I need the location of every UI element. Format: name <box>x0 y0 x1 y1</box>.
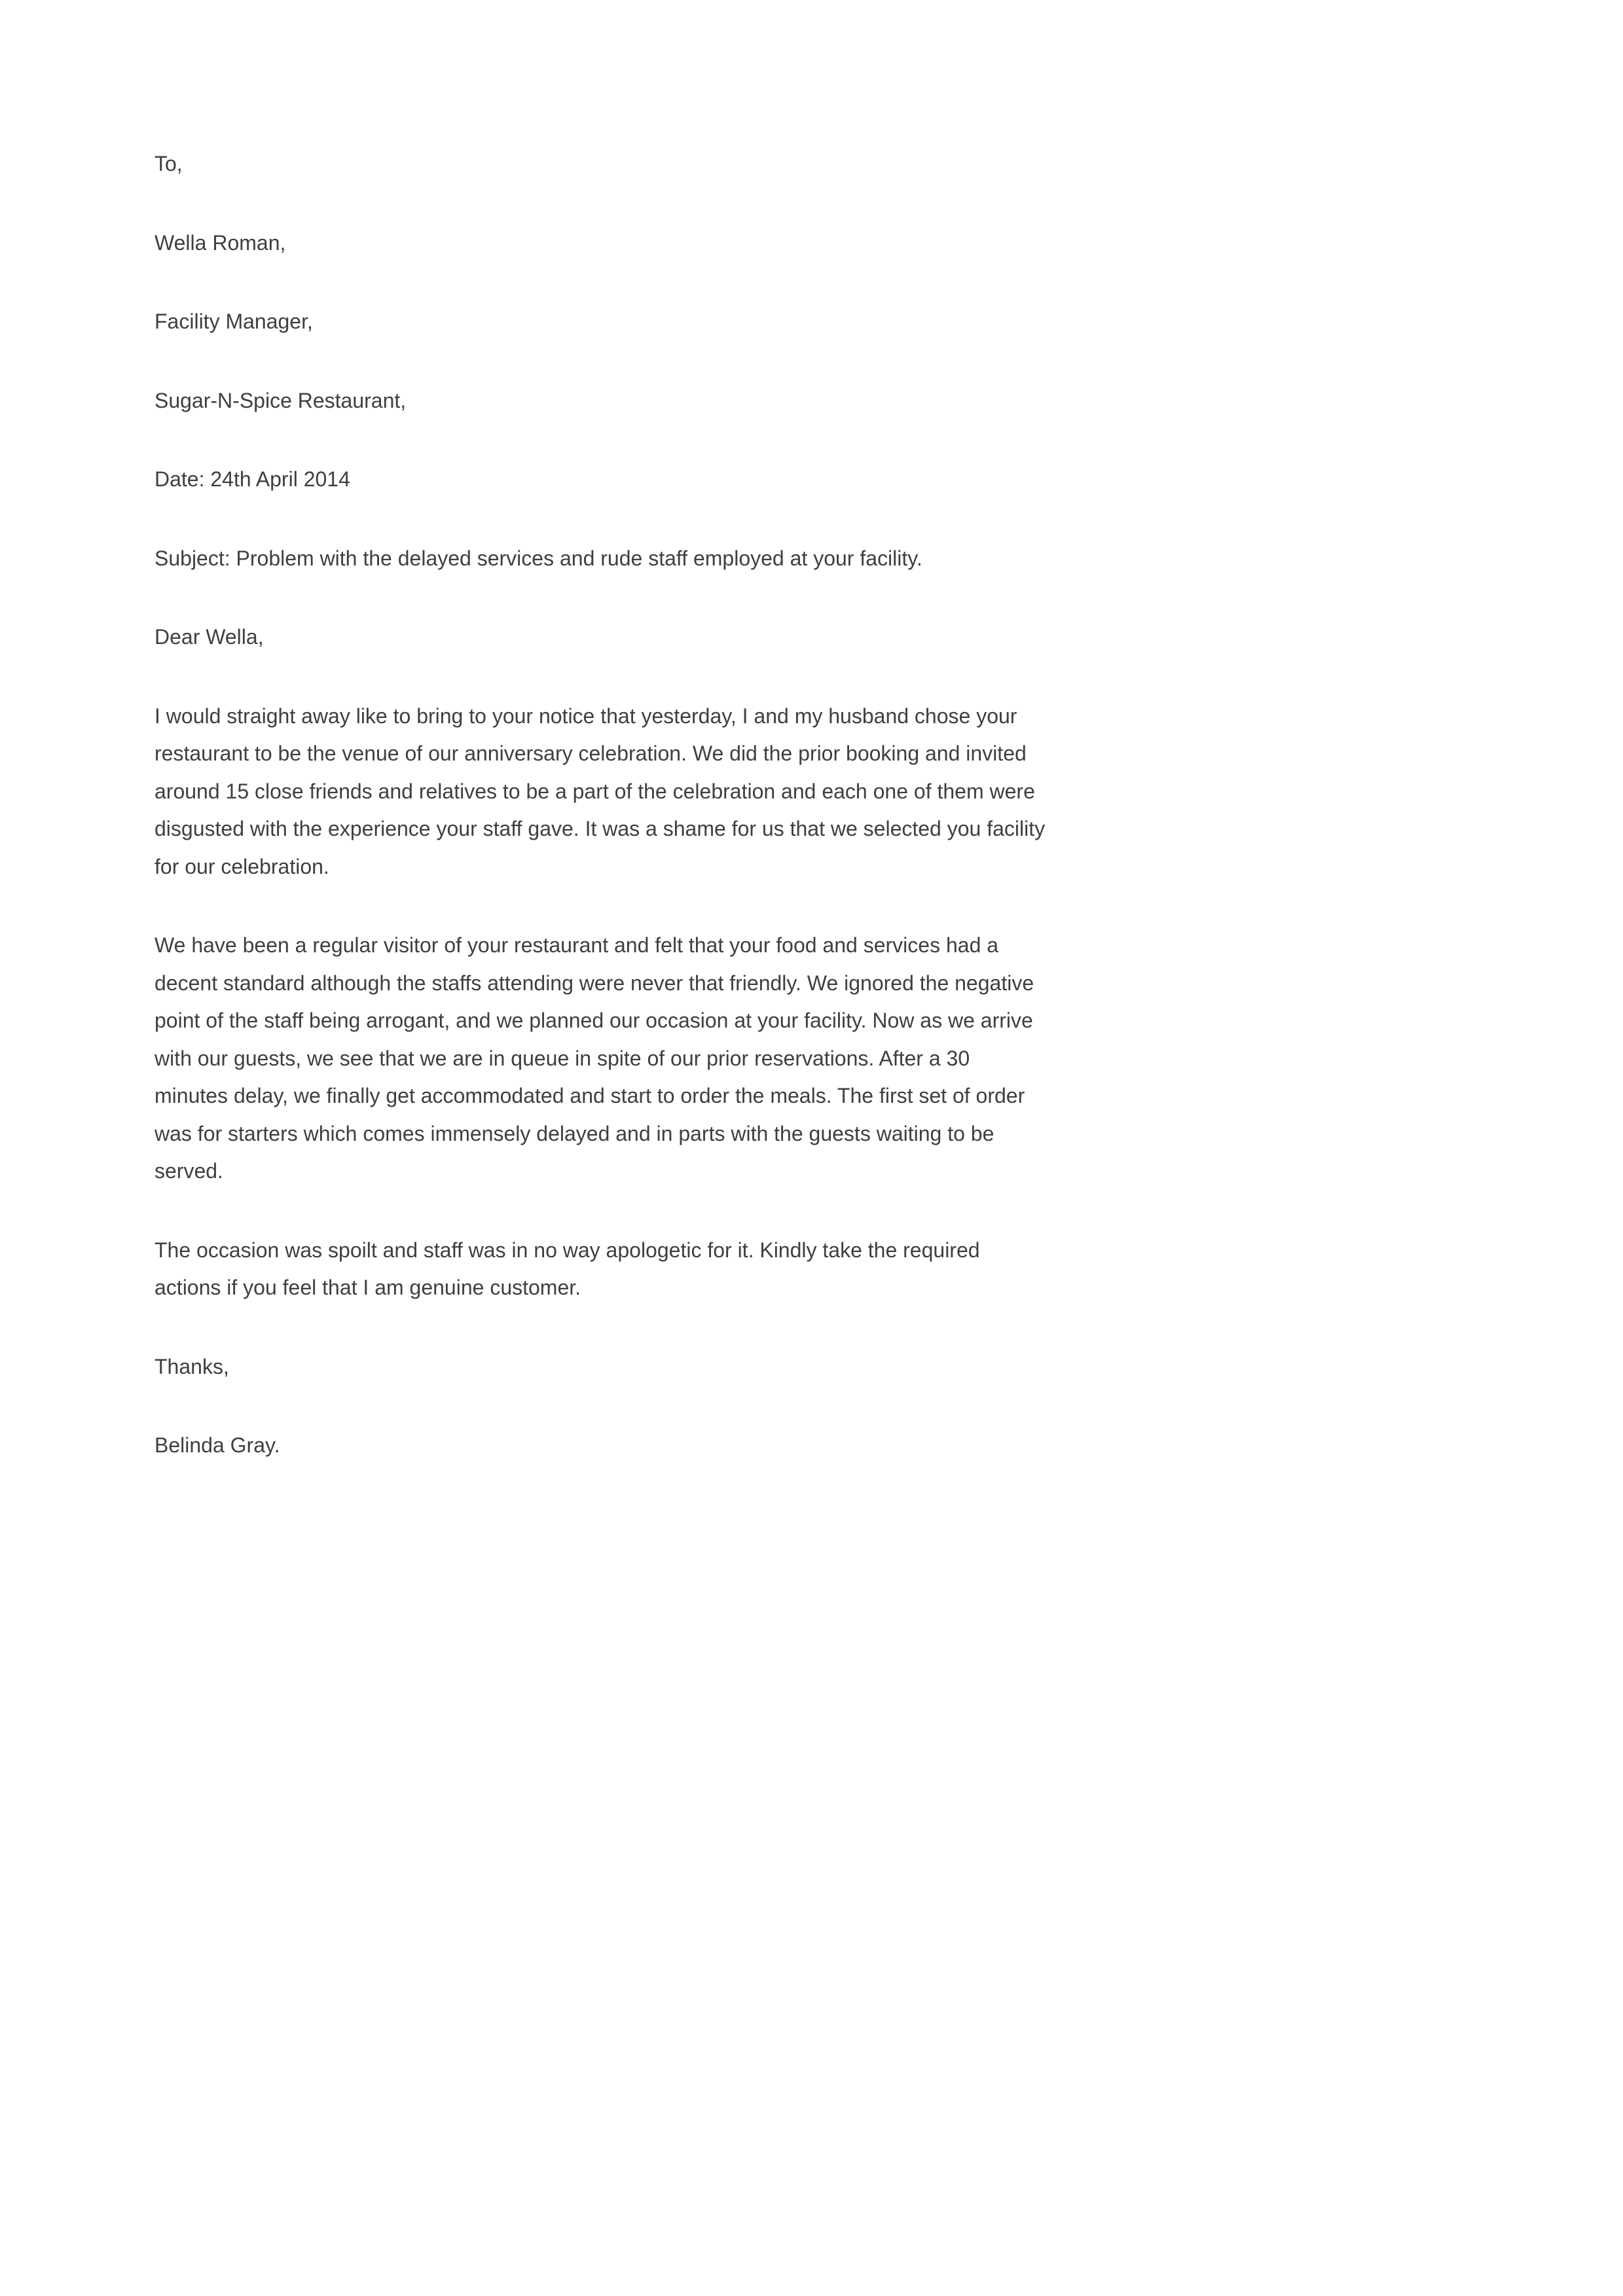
paragraph-line: We have been a regular visitor of your restaurant and felt that your food and services had a <box>155 933 999 957</box>
letter-date: Date: 24th April 2014 <box>155 467 350 491</box>
recipient-title: Facility Manager, <box>155 310 313 333</box>
paragraph-line: point of the staff being arrogant, and we planned our occasion at your facility. Now as we arrive <box>155 1009 1033 1032</box>
signature: Belinda Gray. <box>155 1433 280 1457</box>
paragraph-line: The occasion was spoilt and staff was in no way apologetic for it. Kindly take the required <box>155 1238 980 1262</box>
body-paragraph-3 <box>155 1232 1097 1307</box>
paragraph-line: disgusted with the experience your staff gave. It was a shame for us that we selected you facility <box>155 817 1046 840</box>
paragraph-line: actions if you feel that I am genuine customer. <box>155 1276 581 1299</box>
paragraph-line: was for starters which comes immensely delayed and in parts with the guests waiting to be <box>155 1121 994 1145</box>
paragraph-line: served. <box>155 1159 223 1183</box>
paragraph-line: around 15 close friends and relatives to be a part of the celebration and each one of them were <box>155 779 1035 803</box>
salutation: Dear Wella, <box>155 625 264 649</box>
paragraph-line: for our celebration. <box>155 854 329 878</box>
paragraph-line: with our guests, we see that we are in queue in spite of our prior reservations. After a 30 <box>155 1046 970 1070</box>
paragraph-line: decent standard although the staffs attending were never that friendly. We ignored the negative <box>155 971 1034 995</box>
paragraph-line: minutes delay, we finally get accommodated and start to order the meals. The first set of order <box>155 1084 1025 1107</box>
body-paragraph-2 <box>155 927 1097 1191</box>
paragraph-line: I would straight away like to bring to your notice that yesterday, I and my husband chose your <box>155 704 1017 728</box>
paragraph-line: restaurant to be the venue of our anniversary celebration. We did the prior booking and invited <box>155 742 1027 765</box>
address-to: To, <box>155 152 183 175</box>
complaint-letter <box>155 145 1097 1506</box>
closing: Thanks, <box>155 1354 229 1378</box>
recipient-organization: Sugar-N-Spice Restaurant, <box>155 388 407 412</box>
recipient-name: Wella Roman, <box>155 230 286 255</box>
letter-subject: Subject: Problem with the delayed services and rude staff employed at your facility. <box>155 546 922 570</box>
body-paragraph-1 <box>155 698 1097 886</box>
